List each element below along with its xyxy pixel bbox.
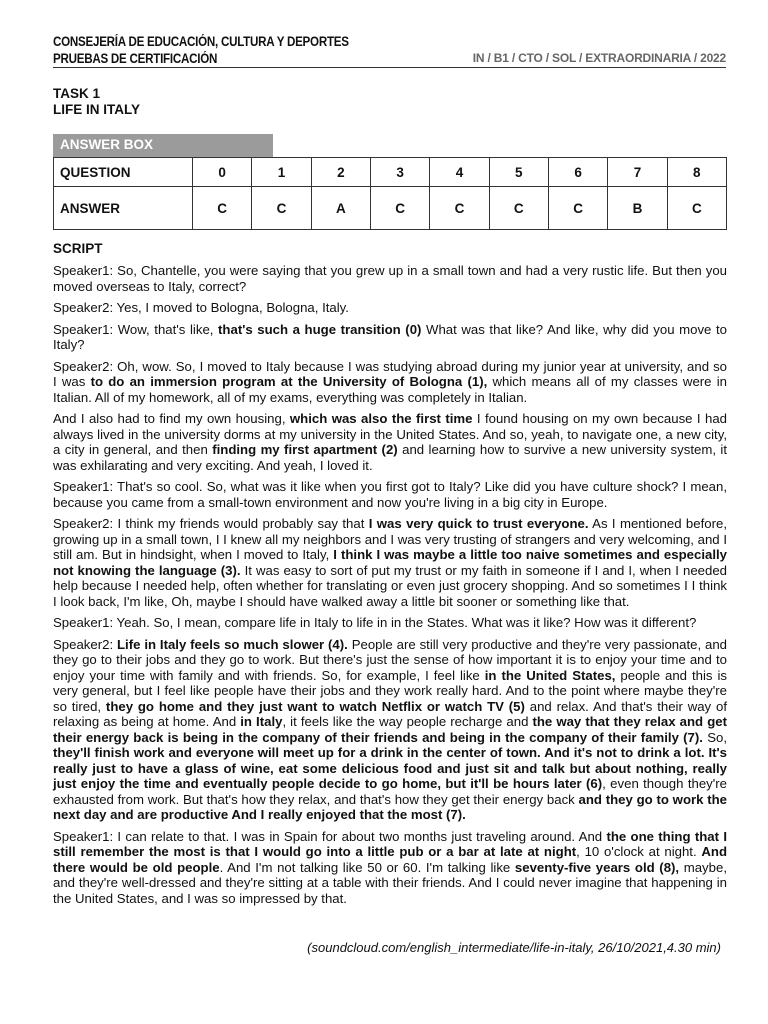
script-text: . And I'm not talking like 50 or 60. I'm talking like	[219, 859, 515, 875]
answer-highlight: they'll finish work and everyone will meet up for a drink in the center of town. And it's not to drink a lot. It's really just to have a glass of wine, eat some delicious food and just sit and talk but about nothing, really just enjoy the time and eventually people decide to go home, but it'll be hours later (6)	[53, 745, 727, 791]
script-text: , 10 o'clock at night.	[576, 844, 702, 859]
script-text: people and this is very general, but I feel like people have their jobs and they work really hard. And to the point where maybe they're so tired,	[53, 667, 728, 714]
answer-highlight: that's such a huge transition (0)	[218, 321, 422, 337]
script-text: So,	[702, 729, 727, 745]
answer-table	[53, 157, 727, 230]
answer-cell: C	[489, 187, 548, 230]
script-text: Speaker2: Yes, I moved to Bologna, Bologna, Italy.	[53, 300, 349, 315]
script-text: Speaker2: Oh, wow. So, I moved to Italy because I was studying abroad during my junior year at university, and so I was	[53, 358, 727, 389]
script-text: And I also had to find my own housing,	[53, 411, 290, 426]
script-paragraph	[53, 637, 727, 823]
answer-row	[54, 187, 727, 230]
script-text: Speaker2: I think my friends would probably say that	[53, 516, 369, 531]
script-text: Speaker1: That's so cool. So, what was it like when you first got to Italy? Like did you have culture shock? I mean, because you came from a small-town environment and now you're living in a big city in Europe.	[53, 479, 727, 510]
script-paragraph	[53, 359, 727, 406]
answer-cell: C	[430, 187, 489, 230]
script-text: It was easy to sort of put my trust or my faith in someone if I and I, when I needed help because I needed help, often whether for translating or even just grocery shopping. And so sometimes I I think I look back, I'm like, Oh, maybe I should have walked away a little bit sooner or something like that.	[53, 562, 727, 609]
answer-cell: C	[548, 187, 607, 230]
answer-cell: B	[608, 187, 667, 230]
exam-code: IN / B1 / CTO / SOL / EXTRAORDINARIA / 2022	[472, 51, 726, 65]
question-number-cell: 8	[667, 158, 726, 187]
answer-cell: C	[667, 187, 726, 230]
script-paragraph	[53, 263, 727, 294]
question-number-cell: 2	[311, 158, 370, 187]
question-number-cell: 1	[252, 158, 311, 187]
question-number-cell: 5	[489, 158, 548, 187]
script-text: Speaker2:	[53, 636, 117, 652]
script-body	[53, 263, 727, 912]
answer-highlight: to do an immersion program at the University of Bologna (1),	[90, 374, 488, 389]
answer-highlight: And there would be old people	[53, 844, 727, 875]
header-divider	[53, 67, 726, 68]
script-text: Speaker1: Yeah. So, I mean, compare life in Italy to life in in the States. What was it like? How was it different?	[53, 615, 697, 630]
exam-subtitle: PRUEBAS DE CERTIFICACIÓN	[53, 51, 218, 66]
question-number-cell: 6	[548, 158, 607, 187]
answer-highlight: seventy-five years old (8),	[514, 859, 680, 875]
script-text: and learning how to survive a new university system, it was exhilarating and very exciting. And yeah, I loved it.	[53, 442, 727, 473]
answer-highlight: the way that they relax and get their energy back is being in the company of their friends and being in the company of their family (7).	[53, 714, 727, 745]
question-label: QUESTION	[54, 158, 193, 187]
answer-highlight: in Italy	[240, 714, 283, 729]
question-number-cell: 4	[430, 158, 489, 187]
answer-box-label: ANSWER BOX	[53, 134, 273, 157]
script-text: Speaker1: So, Chantelle, you were saying that you grew up in a small town and had a very rustic life. But then you moved overseas to Italy, correct?	[53, 263, 727, 294]
answer-highlight: finding my first apartment (2)	[212, 442, 398, 457]
answer-highlight: in the United States,	[484, 667, 616, 683]
script-text: , even though they're exhausted from work. But that's how they relax, and that's how they get their energy back	[53, 776, 727, 807]
answer-highlight: which was also the first time	[289, 411, 473, 426]
script-text: Speaker1: I can relate to that. I was in Spain for about two months just traveling around. And	[53, 828, 607, 844]
answer-highlight: and they go to work the next day and are productive And I really enjoyed that the most (7).	[53, 791, 727, 822]
task-title: LIFE IN ITALY	[53, 102, 141, 117]
task-number: TASK 1	[53, 86, 101, 101]
source-citation: (soundcloud.com/english_intermediate/life-in-italy, 26/10/2021,4.30 min)	[307, 940, 721, 955]
answer-cell: C	[193, 187, 252, 230]
question-number-cell: 0	[193, 158, 252, 187]
script-text: I found housing on my own because I had always lived in the university dorms at my university in the United States. And so, yeah, to navigate one, a new city, a city in general, and then	[53, 411, 727, 457]
script-text: maybe, and they're well-dressed and they're sitting at a table with their friends. And I could never imagine that happening in the United States, and I was so impressed by that.	[53, 859, 727, 906]
answer-cell: C	[252, 187, 311, 230]
script-paragraph	[53, 829, 727, 907]
institution-name: CONSEJERÍA DE EDUCACIÓN, CULTURA Y DEPORTES	[53, 34, 349, 49]
script-text: As I mentioned before, growing up in a small town, I I knew all my neighbors and I was very trusting of strangers and very welcoming, and I still am. But in hindsight, when I moved to Italy,	[53, 516, 727, 562]
answer-label: ANSWER	[54, 187, 193, 230]
answer-cell: C	[370, 187, 429, 230]
answer-highlight: the one thing that I still remember the most is that I would go into a little pub or a bar at late at night	[53, 828, 727, 859]
script-text: Speaker1: Wow, that's like,	[53, 321, 219, 337]
script-text: People are still very productive and they're very passionate, and they go to their jobs and they go to work. But there's just the sense of how important it is to enjoy your time and to enjoy your time with family and with friends. So, for example, I feel like	[53, 636, 727, 683]
script-paragraph	[53, 322, 727, 353]
script-paragraph	[53, 411, 727, 473]
answer-highlight: I think I was maybe a little too naive sometimes and especially not knowing the language (3).	[53, 547, 727, 578]
script-text: , it feels like the way people recharge and	[282, 714, 533, 729]
script-paragraph	[53, 479, 727, 510]
script-title: SCRIPT	[53, 241, 103, 256]
answer-highlight: they go home and they just want to watch Netflix or watch TV (5)	[105, 698, 525, 714]
script-text: and relax. And that's their way of relaxing as being at home. And	[53, 698, 727, 729]
task-heading	[53, 86, 140, 118]
answer-highlight: Life in Italy feels so much slower (4).	[117, 636, 348, 652]
script-paragraph	[53, 516, 727, 609]
script-text: What was that like? And like, why did you move to Italy?	[53, 321, 727, 352]
answer-highlight: I was very quick to trust everyone.	[368, 516, 589, 531]
question-number-cell: 3	[370, 158, 429, 187]
question-row	[54, 158, 727, 187]
script-text: which means all of my classes were in Italian. All of my homework, all of my exams, everything was completely in Italian.	[53, 374, 727, 405]
answer-cell: A	[311, 187, 370, 230]
script-paragraph	[53, 300, 727, 316]
script-paragraph	[53, 615, 727, 631]
question-number-cell: 7	[608, 158, 667, 187]
